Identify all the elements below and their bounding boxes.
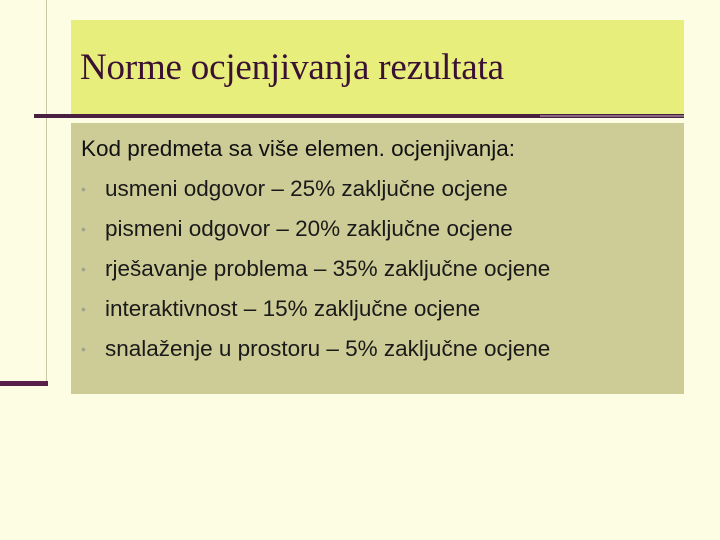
left-vertical-rule (46, 0, 47, 384)
bullet-icon: • (81, 181, 86, 197)
slide-title: Norme ocjenjivanja rezultata (80, 47, 504, 88)
bullet-icon: • (81, 301, 86, 317)
list-item-text: usmeni odgovor – 25% zaključne ocjene (105, 176, 508, 201)
title-underline-accent (540, 115, 684, 117)
content-heading (81, 136, 515, 162)
bullet-icon: • (81, 221, 86, 237)
list-item (81, 334, 550, 364)
list-item (81, 254, 550, 284)
bullet-icon: • (81, 261, 86, 277)
list-item-text: interaktivnost – 15% zaključne ocjene (105, 296, 481, 321)
content-heading-text: Kod predmeta sa više elemen. ocjenjivanja (81, 136, 509, 161)
list-item-text: rješavanje problema – 35% zaključne ocjene (105, 256, 551, 281)
content-heading-colon: : (508, 136, 516, 161)
list-item-text: snalaženje u prostoru – 5% zaključne ocjene (105, 336, 551, 361)
list-item (81, 294, 480, 324)
list-item (81, 174, 508, 204)
list-item-text: pismeni odgovor – 20% zaključne ocjene (105, 216, 513, 241)
bullet-icon: • (81, 341, 86, 357)
list-item (81, 214, 513, 244)
left-accent-bar (0, 381, 48, 386)
